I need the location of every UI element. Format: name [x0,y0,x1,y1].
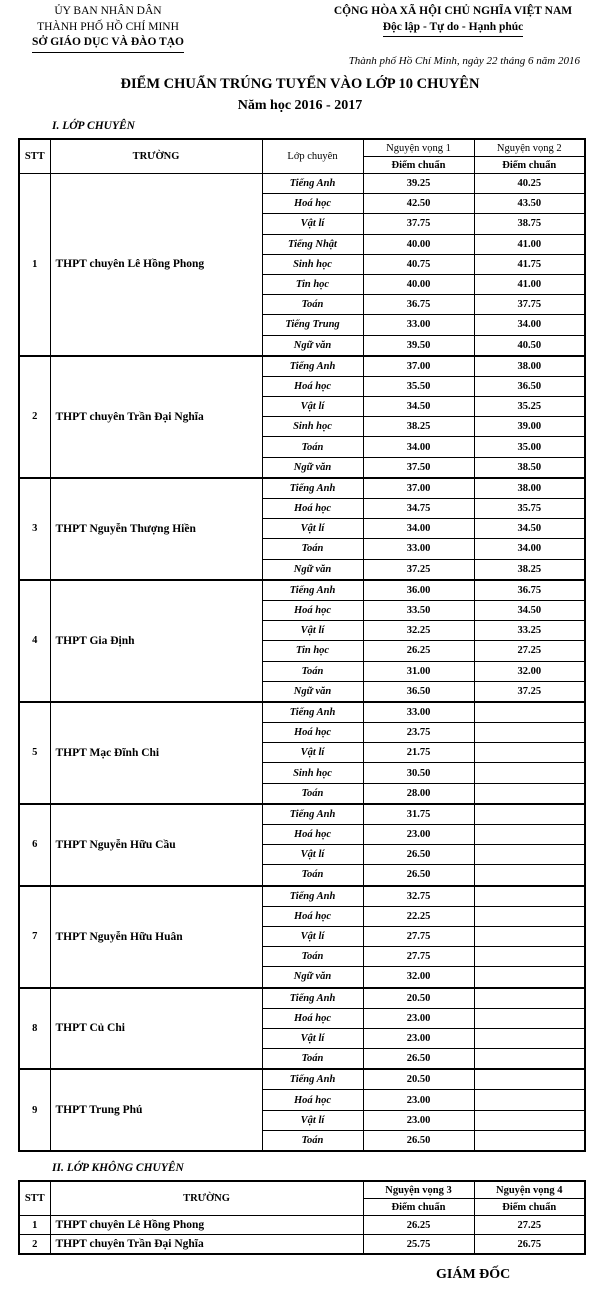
score-nv2 [474,1069,585,1090]
class-subject: Tiếng Anh [262,356,363,377]
score-row [19,1069,585,1090]
score-nv1: 32.00 [363,967,474,988]
class-subject: Toán [262,1130,363,1151]
score-nv1: 23.00 [363,1028,474,1048]
score-nv2: 35.25 [474,397,585,417]
class-subject: Ngữ văn [262,681,363,702]
class-subject: Tiếng Anh [262,702,363,723]
date-line: Thành phố Hồ Chí Minh, ngày 22 tháng 6 năm 2016 [348,55,580,67]
non-specialized-table [18,1180,586,1255]
class-subject: Sinh học [262,763,363,783]
class-subject: Toán [262,947,363,967]
section1-heading: I. LỚP CHUYÊN [52,120,135,132]
score-nv4: 26.75 [474,1235,585,1255]
score-nv2 [474,865,585,886]
score-row [19,356,585,377]
class-subject: Toán [262,661,363,681]
score-nv2 [474,723,585,743]
score-row [19,1216,585,1235]
class-subject: Tiếng Anh [262,804,363,825]
score-nv2 [474,926,585,946]
score-nv1: 28.00 [363,783,474,804]
score-nv1: 20.50 [363,988,474,1009]
score-nv1: 37.50 [363,457,474,478]
issuer-line-1: ỦY BAN NHÂN DÂN [54,5,162,17]
score-nv2: 35.00 [474,437,585,457]
score-nv1: 34.50 [363,397,474,417]
class-subject: Hoá học [262,723,363,743]
score-nv2: 38.75 [474,214,585,234]
score-nv1: 40.75 [363,254,474,274]
class-subject: Tiếng Anh [262,988,363,1009]
score-nv2: 41.00 [474,234,585,254]
score-nv1: 37.00 [363,356,474,377]
col-class: Lớp chuyên [262,139,363,174]
score-nv1: 33.00 [363,539,474,559]
class-subject: Ngữ văn [262,559,363,580]
score-nv1: 23.75 [363,723,474,743]
score-nv1: 32.25 [363,621,474,641]
score-nv1: 40.00 [363,274,474,294]
score-nv1: 38.25 [363,417,474,437]
score-nv1: 33.00 [363,315,474,335]
score-nv2: 38.00 [474,478,585,499]
motto-wrap [318,20,588,38]
class-subject: Hoá học [262,376,363,396]
class-subject: Hoá học [262,906,363,926]
class-subject: Ngữ văn [262,457,363,478]
col-score3: Điểm chuẩn [363,1199,474,1216]
score-nv1: 36.00 [363,580,474,601]
score-nv2: 37.75 [474,295,585,315]
school-name: THPT Trung Phú [50,1069,262,1151]
school-stt: 1 [19,174,50,356]
school-stt: 3 [19,478,50,580]
class-subject: Tiếng Anh [262,478,363,499]
score-nv1: 26.50 [363,1049,474,1070]
score-row [19,174,585,194]
score-nv1: 23.00 [363,1008,474,1028]
school-stt: 6 [19,804,50,886]
score-nv2: 43.50 [474,194,585,214]
score-nv1: 36.50 [363,681,474,702]
class-subject: Toán [262,437,363,457]
score-nv1: 34.00 [363,437,474,457]
score-nv2: 41.75 [474,254,585,274]
class-subject: Vật lí [262,1028,363,1048]
school-year: Năm học 2016 - 2017 [237,98,363,113]
score-nv2 [474,702,585,723]
score-nv2: 32.00 [474,661,585,681]
score-nv1: 26.25 [363,641,474,661]
col-school-2: TRƯỜNG [50,1181,363,1216]
score-nv1: 31.00 [363,661,474,681]
score-row [19,988,585,1009]
col-nv3: Nguyện vọng 3 [363,1181,474,1199]
school-stt: 9 [19,1069,50,1151]
score-nv1: 40.00 [363,234,474,254]
score-nv2 [474,1130,585,1151]
score-nv1: 34.00 [363,519,474,539]
score-nv1: 33.50 [363,600,474,620]
col-score4: Điểm chuẩn [474,1199,585,1216]
col-nv1: Nguyện vọng 1 [363,139,474,157]
class-subject: Hoá học [262,194,363,214]
school-name: THPT chuyên Trần Đại Nghĩa [50,356,262,478]
class-subject: Hoá học [262,1008,363,1028]
school-name: THPT Mạc Đĩnh Chi [50,702,262,804]
class-subject: Tin học [262,274,363,294]
school-stt: 8 [19,988,50,1070]
col-nv4: Nguyện vọng 4 [474,1181,585,1199]
score-nv2: 40.50 [474,335,585,356]
school-stt: 4 [19,580,50,702]
col-score1: Điểm chuẩn [363,157,474,174]
score-nv1: 36.75 [363,295,474,315]
score-nv2 [474,967,585,988]
school-name: THPT chuyên Trần Đại Nghĩa [50,1235,363,1255]
score-nv2: 34.00 [474,539,585,559]
col-stt: STT [19,139,50,174]
issuer-block [8,4,208,53]
score-nv1: 26.50 [363,1130,474,1151]
score-row [19,702,585,723]
score-nv2: 41.00 [474,274,585,294]
specialized-class-table [18,138,586,1152]
school-stt: 1 [19,1216,50,1235]
score-nv2 [474,1110,585,1130]
score-nv3: 25.75 [363,1235,474,1255]
class-subject: Tiếng Nhật [262,234,363,254]
score-nv1: 23.00 [363,1110,474,1130]
class-subject: Sinh học [262,254,363,274]
score-nv1: 23.00 [363,825,474,845]
score-nv1: 39.50 [363,335,474,356]
country-name: CỘNG HÒA XÃ HỘI CHỦ NGHĨA VIỆT NAM [333,5,573,17]
score-nv2 [474,783,585,804]
motto: Độc lập - Tự do - Hạnh phúc [383,20,524,38]
score-nv2: 36.75 [474,580,585,601]
class-subject: Tiếng Anh [262,886,363,907]
score-nv1: 27.75 [363,947,474,967]
class-subject: Vật lí [262,214,363,234]
school-stt: 7 [19,886,50,988]
class-subject: Tiếng Anh [262,174,363,194]
score-nv3: 26.25 [363,1216,474,1235]
score-nv2 [474,988,585,1009]
class-subject: Tiếng Anh [262,1069,363,1090]
score-nv1: 26.50 [363,845,474,865]
score-nv2: 34.50 [474,519,585,539]
class-subject: Toán [262,865,363,886]
score-nv2 [474,743,585,763]
school-name: THPT Nguyễn Hữu Huân [50,886,262,988]
score-nv2 [474,1049,585,1070]
class-subject: Vật lí [262,1110,363,1130]
score-nv1: 35.50 [363,376,474,396]
score-nv2 [474,845,585,865]
score-nv2 [474,1028,585,1048]
score-row [19,886,585,907]
issuer-line-3 [8,35,208,53]
document-title: ĐIỂM CHUẨN TRÚNG TUYỂN VÀO LỚP 10 CHUYÊN [120,76,480,92]
score-nv1: 20.50 [363,1069,474,1090]
school-name: THPT Nguyễn Hữu Cầu [50,804,262,886]
class-subject: Vật lí [262,845,363,865]
score-nv1: 21.75 [363,743,474,763]
col-school: TRƯỜNG [50,139,262,174]
score-nv2: 38.50 [474,457,585,478]
score-nv2 [474,1008,585,1028]
score-nv2 [474,947,585,967]
class-subject: Ngữ văn [262,967,363,988]
score-nv1: 34.75 [363,499,474,519]
score-nv2: 34.00 [474,315,585,335]
score-nv2 [474,804,585,825]
score-nv2 [474,886,585,907]
col-score2: Điểm chuẩn [474,157,585,174]
issuer-line-2: THÀNH PHỐ HỒ CHÍ MINH [37,20,179,33]
score-nv1: 26.50 [363,865,474,886]
class-subject: Tiếng Anh [262,580,363,601]
class-subject: Tiếng Trung [262,315,363,335]
school-name: THPT Củ Chi [50,988,262,1070]
class-subject: Vật lí [262,743,363,763]
score-nv1: 31.75 [363,804,474,825]
score-nv2 [474,825,585,845]
col-stt-2: STT [19,1181,50,1216]
section2-heading: II. LỚP KHÔNG CHUYÊN [52,1162,184,1174]
score-nv2: 27.25 [474,641,585,661]
class-subject: Hoá học [262,499,363,519]
class-subject: Hoá học [262,600,363,620]
score-nv1: 37.75 [363,214,474,234]
class-subject: Hoá học [262,1090,363,1110]
school-stt: 2 [19,356,50,478]
score-nv2 [474,1090,585,1110]
class-subject: Toán [262,539,363,559]
score-row [19,478,585,499]
class-subject: Ngữ văn [262,335,363,356]
score-nv2: 33.25 [474,621,585,641]
school-name: THPT chuyên Lê Hồng Phong [50,1216,363,1235]
class-subject: Toán [262,295,363,315]
score-nv1: 37.00 [363,478,474,499]
score-nv1: 42.50 [363,194,474,214]
class-subject: Vật lí [262,519,363,539]
score-nv1: 30.50 [363,763,474,783]
score-nv2: 40.25 [474,174,585,194]
school-name: THPT Nguyễn Thượng Hiền [50,478,262,580]
national-motto-block [318,4,588,37]
class-subject: Vật lí [262,397,363,417]
score-nv2: 38.00 [474,356,585,377]
class-subject: Vật lí [262,621,363,641]
score-nv1: 33.00 [363,702,474,723]
score-nv1: 37.25 [363,559,474,580]
score-nv2: 34.50 [474,600,585,620]
school-stt: 5 [19,702,50,804]
score-nv2: 36.50 [474,376,585,396]
score-row [19,1235,585,1255]
score-nv2: 38.25 [474,559,585,580]
issuer-department: SỞ GIÁO DỤC VÀ ĐÀO TẠO [32,35,184,53]
class-subject: Toán [262,1049,363,1070]
school-name: THPT Gia Định [50,580,262,702]
score-nv2: 35.75 [474,499,585,519]
school-name: THPT chuyên Lê Hồng Phong [50,174,262,356]
score-row [19,804,585,825]
class-subject: Vật lí [262,926,363,946]
score-nv1: 27.75 [363,926,474,946]
col-nv2: Nguyện vọng 2 [474,139,585,157]
class-subject: Sinh học [262,417,363,437]
score-nv2: 39.00 [474,417,585,437]
score-nv2 [474,906,585,926]
class-subject: Tin học [262,641,363,661]
score-nv2: 37.25 [474,681,585,702]
score-nv1: 23.00 [363,1090,474,1110]
class-subject: Hoá học [262,825,363,845]
score-nv1: 32.75 [363,886,474,907]
score-nv1: 22.25 [363,906,474,926]
score-row [19,580,585,601]
signature-title: GIÁM ĐỐC [436,1267,511,1282]
score-nv2 [474,763,585,783]
score-nv1: 39.25 [363,174,474,194]
score-nv4: 27.25 [474,1216,585,1235]
school-stt: 2 [19,1235,50,1255]
class-subject: Toán [262,783,363,804]
